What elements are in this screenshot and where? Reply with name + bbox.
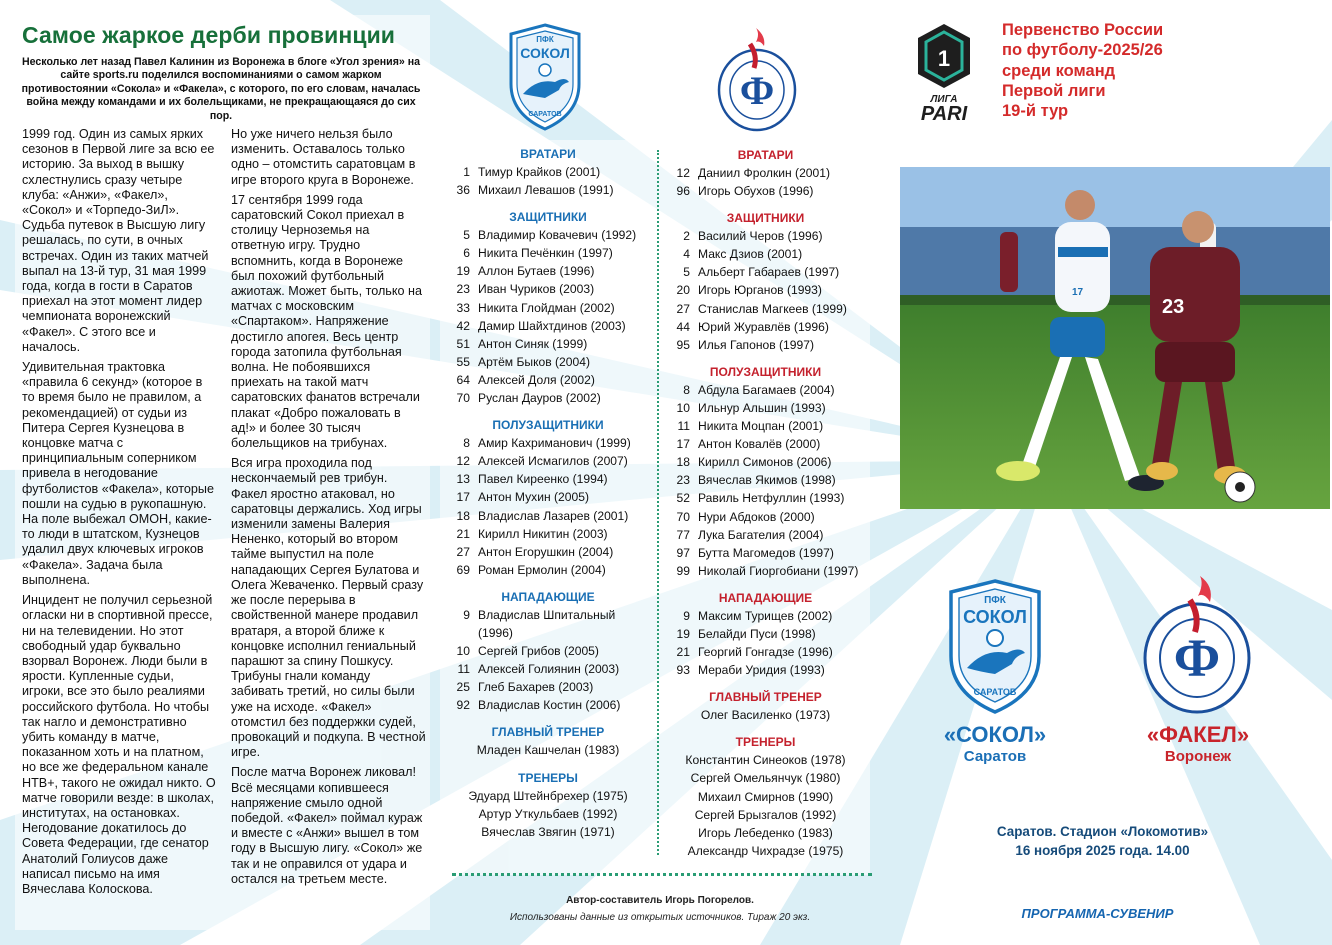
roster-section xyxy=(668,209,863,354)
article-paragraph: 1999 год. Один из самых ярких сезонов в Первой лиге за всю ее историю. За выход в вышку схлестнулись сразу четыре клуба: «Анжи», «Факел», «Сокол» и «Торпедо-ЗиЛ». Судьба путевок в Высшую лигу решалась, по сути, в очных встречах. Один из таких матчей выпал на 13-й тур, 31 мая 1999 года, когда в гости в Саратов приехал на этот момент лидер чемпионата воронежский «Факел». С этого все и началось. xyxy=(22,127,215,354)
player-name: Альберт Габараев (1997) xyxy=(698,265,840,280)
roster-section-title: ПОЛУЗАЩИТНИКИ xyxy=(492,418,604,433)
player-name: Владислав Шпитальный (1996) xyxy=(478,607,616,640)
coach-name: Игорь Лебеденко (1983) xyxy=(698,825,833,840)
roster-section xyxy=(448,588,648,715)
player-row xyxy=(668,471,863,489)
player-number: 51 xyxy=(456,336,470,351)
article-title: Самое жаркое дерби провинции xyxy=(22,22,396,48)
player-number: 93 xyxy=(676,663,690,678)
player-row xyxy=(668,381,863,399)
player-row xyxy=(448,299,648,317)
svg-text:САРАТОВ: САРАТОВ xyxy=(973,687,1017,697)
player-row xyxy=(448,280,648,298)
player-row xyxy=(668,544,863,562)
championship-title xyxy=(1002,20,1232,121)
player-name: Нури Абдоков (2000) xyxy=(698,509,815,524)
player-number: 11 xyxy=(457,662,470,677)
player-name: Кирилл Симонов (2006) xyxy=(698,455,832,470)
player-number: 12 xyxy=(676,166,690,180)
svg-text:ПФК: ПФК xyxy=(536,35,554,44)
player-number: 5 xyxy=(463,228,470,243)
player-number: 55 xyxy=(456,354,470,369)
player-row xyxy=(668,164,863,182)
svg-text:Ф: Ф xyxy=(1173,628,1221,688)
player-row xyxy=(668,318,863,336)
credits-note: Использованы данные из открытых источников. Тираж 20 экз. xyxy=(509,912,811,923)
player-name: Игорь Юрганов (1993) xyxy=(698,283,822,298)
player-row xyxy=(668,643,863,661)
team-fakel-city: Воронеж xyxy=(1164,748,1232,765)
player-name: Амир Кахриманович (1999) xyxy=(478,436,631,451)
roster-section-title: ВРАТАРИ xyxy=(737,148,794,162)
player-number: 8 xyxy=(463,436,470,451)
championship-line: Первой лиги xyxy=(1002,81,1106,100)
player-number: 64 xyxy=(456,372,470,387)
roster-section-title: ЗАЩИТНИКИ xyxy=(509,210,587,225)
svg-text:17: 17 xyxy=(1072,287,1084,298)
svg-text:Ф: Ф xyxy=(739,68,775,113)
player-row xyxy=(448,452,648,470)
player-name: Никита Глойдман (2002) xyxy=(478,300,615,315)
player-row xyxy=(448,606,648,642)
coach-name: Артур Уткульбаев (1992) xyxy=(478,806,618,821)
player-name: Глеб Бахарев (2003) xyxy=(478,680,594,695)
coaches-title: ТРЕНЕРЫ xyxy=(518,770,578,785)
roster-divider xyxy=(657,150,659,855)
roster-section xyxy=(448,145,648,199)
roster-section xyxy=(668,363,863,580)
coach-name: Сергей Омельянчук (1980) xyxy=(690,771,841,786)
player-name: Роман Ермолин (2004) xyxy=(478,562,606,577)
player-number: 97 xyxy=(676,545,690,560)
player-row xyxy=(448,507,648,525)
player-row xyxy=(668,562,863,580)
player-row xyxy=(448,335,648,353)
championship-line: по футболу-2025/26 xyxy=(1002,41,1163,60)
roster-section xyxy=(668,146,863,200)
article-paragraph: После матча Воронеж ликовал! Всё месяцами копившееся напряжение смыло одной победой. «Факел» поймал кураж и вместе с «Анжи» вышел в том году в Высшую лигу. «Сокол» же так и не оправился от удара и остался на третьем месте. xyxy=(231,765,423,886)
player-number: 11 xyxy=(677,419,690,434)
sokol-roster xyxy=(448,145,648,841)
player-row xyxy=(448,696,648,714)
svg-text:СОКОЛ: СОКОЛ xyxy=(520,45,570,61)
player-number: 2 xyxy=(683,229,690,244)
article-column-2 xyxy=(231,127,426,892)
player-name: Сергей Грибов (2005) xyxy=(478,644,599,659)
team-sokol-name: «СОКОЛ» xyxy=(943,722,1047,747)
match-venue: Саратов. Стадион «Локомотив» xyxy=(996,824,1209,839)
player-number: 10 xyxy=(676,400,690,415)
player-number: 77 xyxy=(676,527,690,542)
match-photo xyxy=(900,167,1330,509)
player-number: 9 xyxy=(683,608,690,623)
player-name: Георгий Гонгадзе (1996) xyxy=(698,645,833,660)
player-number: 21 xyxy=(676,645,690,660)
player-number: 95 xyxy=(676,337,690,352)
svg-text:23: 23 xyxy=(1162,296,1185,318)
player-number: 1 xyxy=(463,165,470,179)
player-number: 25 xyxy=(456,680,470,695)
head-coach-name: Младен Кашчелан (1983) xyxy=(476,743,620,758)
player-number: 5 xyxy=(683,265,690,280)
player-name: Илья Гапонов (1997) xyxy=(698,337,814,352)
player-row xyxy=(668,607,863,625)
coach-name: Вячеслав Звягин (1971) xyxy=(481,824,615,839)
championship-line: 19-й тур xyxy=(1002,102,1069,121)
souvenir-label: ПРОГРАММА-СУВЕНИР xyxy=(1021,906,1174,921)
player-number: 21 xyxy=(456,526,470,541)
article-paragraph: Инцидент не получил серьезной огласки ни в спортивной прессе, ни на телевидении. Но этот свободный удар буквально взорвал Воронеж. Люди были в ярости. Купленные судьи, игроки, все это было реалиями российского футбола. Но чтобы так нагло и демонстративно убить команду в матче, показанном хоть и на платном, но все же федеральном канале НТВ+, такого не ожидал никто. О матче говорили везде: в школах, институтах, на остановках. Негодование докатилось до Совета Федерации, где сенатор Анатолий Голиусов даже написал письмо на имя Вячеслава Колоскова. xyxy=(22,593,216,896)
coach-name: Константин Синеоков (1978) xyxy=(685,753,846,768)
credits-author: Автор-составитель Игорь Погорелов. xyxy=(566,895,754,906)
player-number: 44 xyxy=(676,319,690,334)
article-paragraph: Но уже ничего нельзя было изменить. Оставалось только одно – отомстить саратовцам в игре второго круга в Воронеже. xyxy=(231,127,416,187)
article-column-1 xyxy=(22,127,216,902)
roster-section-title: ПОЛУЗАЩИТНИКИ xyxy=(709,364,822,379)
sokol-crest-large xyxy=(945,578,1045,716)
player-number: 27 xyxy=(456,544,470,559)
player-row xyxy=(448,317,648,335)
player-number: 8 xyxy=(683,382,690,397)
player-name: Даниил Фролкин (2001) xyxy=(698,166,831,180)
article-lead: Несколько лет назад Павел Калинин из Воронежа в блоге «Угол зрения» на сайте sports.ru поделился воспоминаниями о самом жарком противостоянии «Сокола» и «Факела», с которого, по его словам, началась война между командами и их болельщиками, не прекращающаяся до сих пор. xyxy=(21,56,421,122)
player-name: Василий Черов (1996) xyxy=(698,229,823,244)
player-number: 27 xyxy=(676,301,690,316)
roster-section-title: ВРАТАРИ xyxy=(520,147,576,161)
player-name: Равиль Нетфуллин (1993) xyxy=(698,491,845,506)
player-name: Антон Егорушкин (2004) xyxy=(478,544,614,559)
player-number: 33 xyxy=(456,300,470,315)
player-number: 19 xyxy=(456,264,470,279)
player-row xyxy=(668,399,863,417)
player-row xyxy=(668,489,863,507)
svg-text:ЛИГА: ЛИГА xyxy=(930,94,958,105)
player-number: 18 xyxy=(456,508,470,523)
player-name: Владислав Лазарев (2001) xyxy=(478,508,629,523)
svg-text:1: 1 xyxy=(937,46,951,71)
coach-name: Александр Чихрадзе (1975) xyxy=(687,843,844,858)
player-row xyxy=(668,263,863,281)
player-name: Павел Киреенко (1994) xyxy=(478,472,608,487)
player-name: Станислав Магкеев (1999) xyxy=(698,301,847,316)
player-name: Кирилл Никитин (2003) xyxy=(478,526,608,541)
player-name: Игорь Обухов (1996) xyxy=(698,184,814,199)
player-number: 20 xyxy=(676,283,690,298)
player-row xyxy=(668,245,863,263)
svg-text:ПФК: ПФК xyxy=(984,595,1006,606)
roster-section-title: НАПАДАЮЩИЕ xyxy=(501,589,595,604)
svg-text:PARI: PARI xyxy=(920,103,968,122)
player-row xyxy=(448,434,648,452)
fakel-roster xyxy=(668,145,863,860)
match-datetime: 16 ноября 2025 года. 14.00 xyxy=(1015,843,1190,858)
player-row xyxy=(668,661,863,679)
player-name: Владислав Костин (2006) xyxy=(478,698,621,713)
coaches-title: ТРЕНЕРЫ xyxy=(735,735,796,750)
league-logo xyxy=(900,22,988,122)
player-name: Артём Быков (2004) xyxy=(478,354,590,369)
credits xyxy=(440,892,880,926)
coach-name: Михаил Смирнов (1990) xyxy=(697,789,834,804)
player-name: Вячеслав Якимов (1998) xyxy=(698,473,836,488)
roster-section-title: ЗАЩИТНИКИ xyxy=(726,211,805,226)
svg-text:САРАТОВ: САРАТОВ xyxy=(528,111,562,118)
player-name: Михаил Левашов (1991) xyxy=(478,183,614,198)
player-name: Лука Багателия (2004) xyxy=(698,527,824,542)
match-info xyxy=(960,822,1245,860)
player-row xyxy=(668,453,863,471)
player-number: 10 xyxy=(456,644,470,659)
player-row xyxy=(448,353,648,371)
player-name: Мераби Уридия (1993) xyxy=(698,663,825,678)
player-row xyxy=(668,526,863,544)
sokol-crest-small xyxy=(505,22,585,132)
player-name: Максим Турищев (2002) xyxy=(698,608,833,623)
player-row xyxy=(448,244,648,262)
player-row xyxy=(668,281,863,299)
head-coach-name: Олег Василенко (1973) xyxy=(700,708,831,723)
player-name: Юрий Журавлёв (1996) xyxy=(698,319,829,334)
player-row xyxy=(448,371,648,389)
player-number: 4 xyxy=(683,247,690,262)
player-row xyxy=(448,226,648,244)
player-number: 42 xyxy=(456,318,470,333)
player-name: Николай Гиоргобиани (1997) xyxy=(698,563,859,578)
team-sokol xyxy=(925,722,1065,765)
player-row xyxy=(668,336,863,354)
player-name: Ильнур Альшин (1993) xyxy=(698,400,826,415)
player-name: Руслан Дауров (2002) xyxy=(478,391,601,406)
player-name: Алексей Доля (2002) xyxy=(478,372,595,387)
player-row xyxy=(448,488,648,506)
player-number: 23 xyxy=(676,473,690,488)
roster-section xyxy=(448,208,648,407)
player-row xyxy=(448,660,648,678)
roster-section xyxy=(668,589,863,679)
player-number: 13 xyxy=(456,472,470,487)
player-row xyxy=(448,525,648,543)
player-name: Антон Ковалёв (2000) xyxy=(698,437,821,452)
player-number: 12 xyxy=(456,454,470,469)
player-number: 23 xyxy=(456,282,470,297)
player-row xyxy=(448,262,648,280)
player-name: Абдула Багамаев (2004) xyxy=(698,382,835,397)
player-row xyxy=(448,678,648,696)
head-coach-title: ГЛАВНЫЙ ТРЕНЕР xyxy=(491,725,605,740)
player-number: 6 xyxy=(463,246,470,261)
player-row xyxy=(448,181,648,199)
player-row xyxy=(668,508,863,526)
player-row xyxy=(448,642,648,660)
roster-section-title: НАПАДАЮЩИЕ xyxy=(718,590,813,605)
player-row xyxy=(668,227,863,245)
player-name: Алексей Исмагилов (2007) xyxy=(478,454,628,469)
credits-divider xyxy=(452,873,872,876)
match-photo-art xyxy=(900,167,1330,509)
player-row xyxy=(668,182,863,200)
team-fakel xyxy=(1128,722,1268,765)
championship-line: среди команд xyxy=(1002,61,1116,80)
team-sokol-city: Саратов xyxy=(963,748,1027,765)
player-number: 69 xyxy=(456,562,470,577)
coach-name: Эдуард Штейнбрехер (1975) xyxy=(468,788,628,803)
player-name: Бутта Магомедов (1997) xyxy=(698,545,834,560)
player-name: Никита Моцпан (2001) xyxy=(698,419,824,434)
player-number: 92 xyxy=(456,698,470,713)
player-row xyxy=(668,435,863,453)
player-name: Владимир Ковачевич (1992) xyxy=(478,228,637,243)
player-number: 96 xyxy=(676,184,690,199)
player-row xyxy=(668,300,863,318)
fakel-crest-large xyxy=(1140,574,1255,714)
player-row xyxy=(668,625,863,643)
player-name: Макс Дзиов (2001) xyxy=(698,247,803,262)
player-number: 17 xyxy=(456,490,470,505)
player-name: Антон Синяк (1999) xyxy=(478,336,588,351)
player-name: Иван Чуриков (2003) xyxy=(478,282,595,297)
player-row xyxy=(668,417,863,435)
player-row xyxy=(448,163,648,181)
championship-line: Первенство России xyxy=(1002,21,1164,39)
player-number: 52 xyxy=(676,491,690,506)
player-name: Никита Печёнкин (1997) xyxy=(478,246,613,261)
player-row xyxy=(448,470,648,488)
article-paragraph: 17 сентября 1999 года саратовский Сокол приехал в столицу Черноземья на ответную игру. Трудно вспомнить, когда в Воронеже был похожий футбольный ажиотаж. Может быть, только на матчах с московским «Спартаком». Напряжение достигло апогея. Весь центр города затопила футбольная волна. Не побоявшихся приехать на такой матч саратовских фанатов встречали плакат «Добро пожаловать в ад!» и более 30 тысяч болельщиков на трибунах. xyxy=(231,192,422,451)
player-row xyxy=(448,389,648,407)
player-name: Тимур Крайков (2001) xyxy=(478,165,601,179)
player-number: 17 xyxy=(676,437,690,452)
player-number: 18 xyxy=(676,455,690,470)
player-name: Дамир Шайхтдинов (2003) xyxy=(478,318,626,333)
team-fakel-name: «ФАКЕЛ» xyxy=(1146,722,1250,747)
player-name: Аллон Бутаев (1996) xyxy=(478,264,595,279)
player-number: 36 xyxy=(456,183,470,198)
player-number: 99 xyxy=(676,563,690,578)
player-number: 70 xyxy=(676,509,690,524)
player-name: Антон Мухин (2005) xyxy=(478,490,589,505)
player-number: 9 xyxy=(463,607,470,622)
player-name: Алексей Голиянин (2003) xyxy=(478,662,620,677)
article-paragraph: Удивительная трактовка «правила 6 секунд» (которое в то время было не правилом, а рекомендацией) от судьи из Питера Сергея Кузнецова в концовке матча с принципиальным соперником привела в негодование футболистов «Факела», которые пошли на судью в рукопашную. На поле выбежал ОМОН, какие-то люди в штатском, Кузнецов удалил двух ключевых игроков «Факела». Задача была выполнена. xyxy=(22,360,214,587)
coach-name: Сергей Брызгалов (1992) xyxy=(694,807,837,822)
player-name: Белайди Пуси (1998) xyxy=(698,626,816,641)
svg-text:СОКОЛ: СОКОЛ xyxy=(963,607,1027,627)
head-coach-title: ГЛАВНЫЙ ТРЕНЕР xyxy=(709,690,822,705)
fakel-crest-small xyxy=(714,26,800,132)
roster-section xyxy=(448,416,648,579)
player-row xyxy=(448,561,648,579)
article-paragraph: Вся игра проходила под нескончаемый рев трибун. Факел яростно атаковал, но саратовцы держались. Ход игры изменили замены Валерия Нененко, который во втором тайме выпустил на поле нападающих Сергея Булатова и Олега Жеваченко. Первый сразу же после перерыва в свойственной манере продавил вратаря, а второй ближе к концовке исполнил гениальный парашют за спину Пошкусу. Трибуны гнали команду забивать третий, но силы были уже на исходе. «Факел» отомстил без поддержки судей, провокаций и подкупа. В честной игре. xyxy=(231,456,426,760)
player-row xyxy=(448,543,648,561)
player-number: 70 xyxy=(456,391,470,406)
player-number: 19 xyxy=(676,626,690,641)
